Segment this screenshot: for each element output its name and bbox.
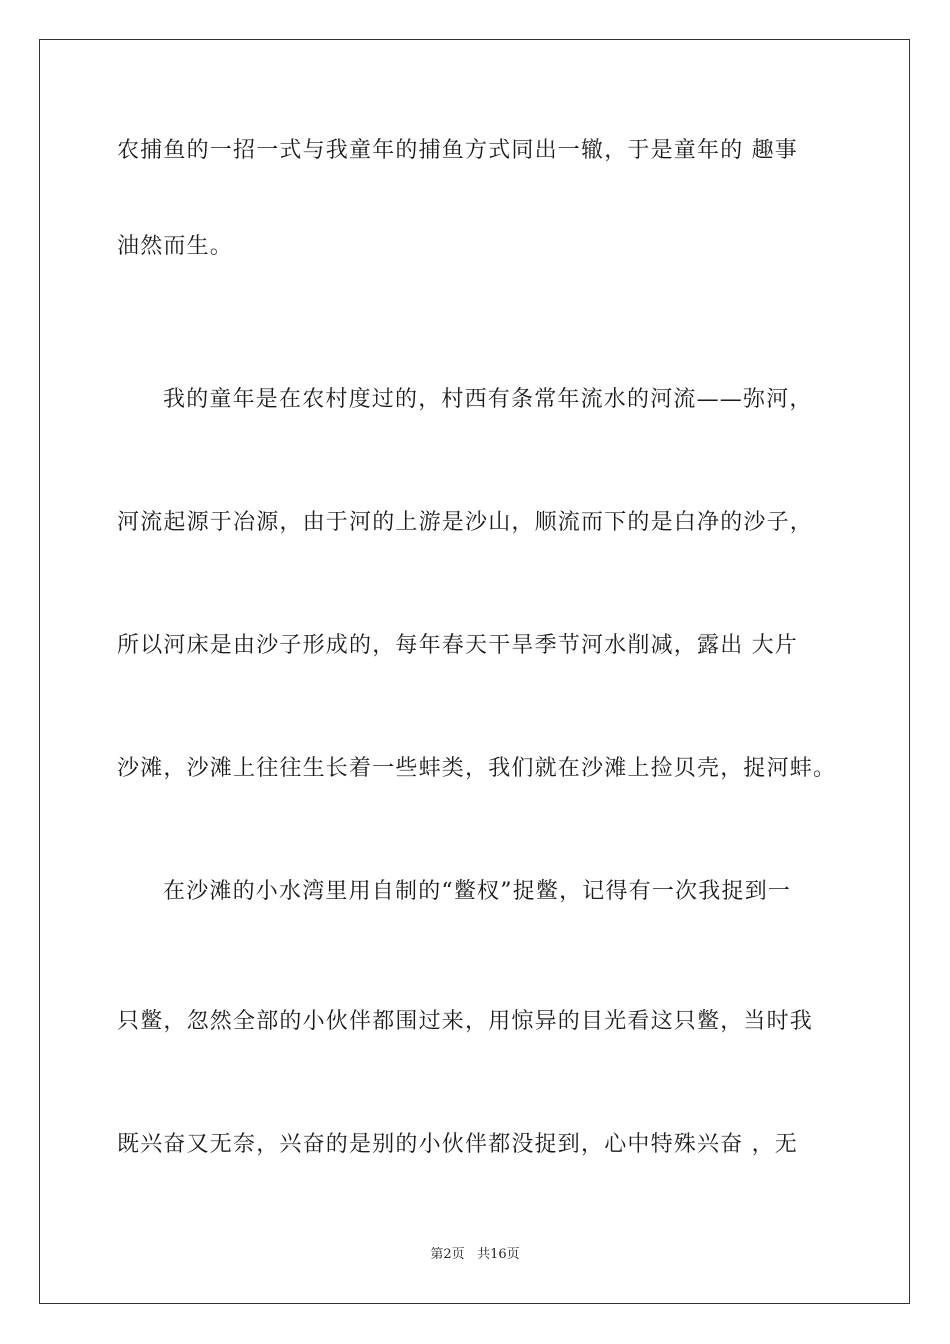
page-border xyxy=(39,39,910,1304)
text-line: 沙滩，沙滩上往往生长着一些蚌类，我们就在沙滩上捡贝壳，捉河蚌。 xyxy=(117,756,837,781)
text-line: 所以河床是由沙子形成的，每年春天干旱季节河水削减，露出 大片 xyxy=(117,633,798,658)
text-line: 只鳖，忽然全部的小伙伴都围过来，用惊异的目光看这只鳖，当时我 xyxy=(117,1009,814,1034)
text-line: 既兴奋又无奈，兴奋的是别的小伙伴都没捉到，心中特殊兴奋 ，无 xyxy=(117,1132,798,1157)
paragraph-start-line: 在沙滩的小水湾里用自制的“鳖杈”捉鳖，记得有一次我捉到一 xyxy=(163,879,792,904)
text-line: 农捕鱼的一招一式与我童年的捕鱼方式同出一辙，于是童年的 趣事 xyxy=(117,138,798,163)
text-line: 河流起源于冶源，由于河的上游是沙山，顺流而下的是白净的沙子， xyxy=(117,510,814,535)
total-pages: 共16页 xyxy=(477,1247,520,1262)
page-number: 第2页 xyxy=(430,1247,465,1262)
page-footer xyxy=(0,1245,950,1265)
paragraph-start-line: 我的童年是在农村度过的，村西有条常年流水的河流——弥河， xyxy=(163,387,813,412)
text-line: 油然而生。 xyxy=(117,234,234,259)
